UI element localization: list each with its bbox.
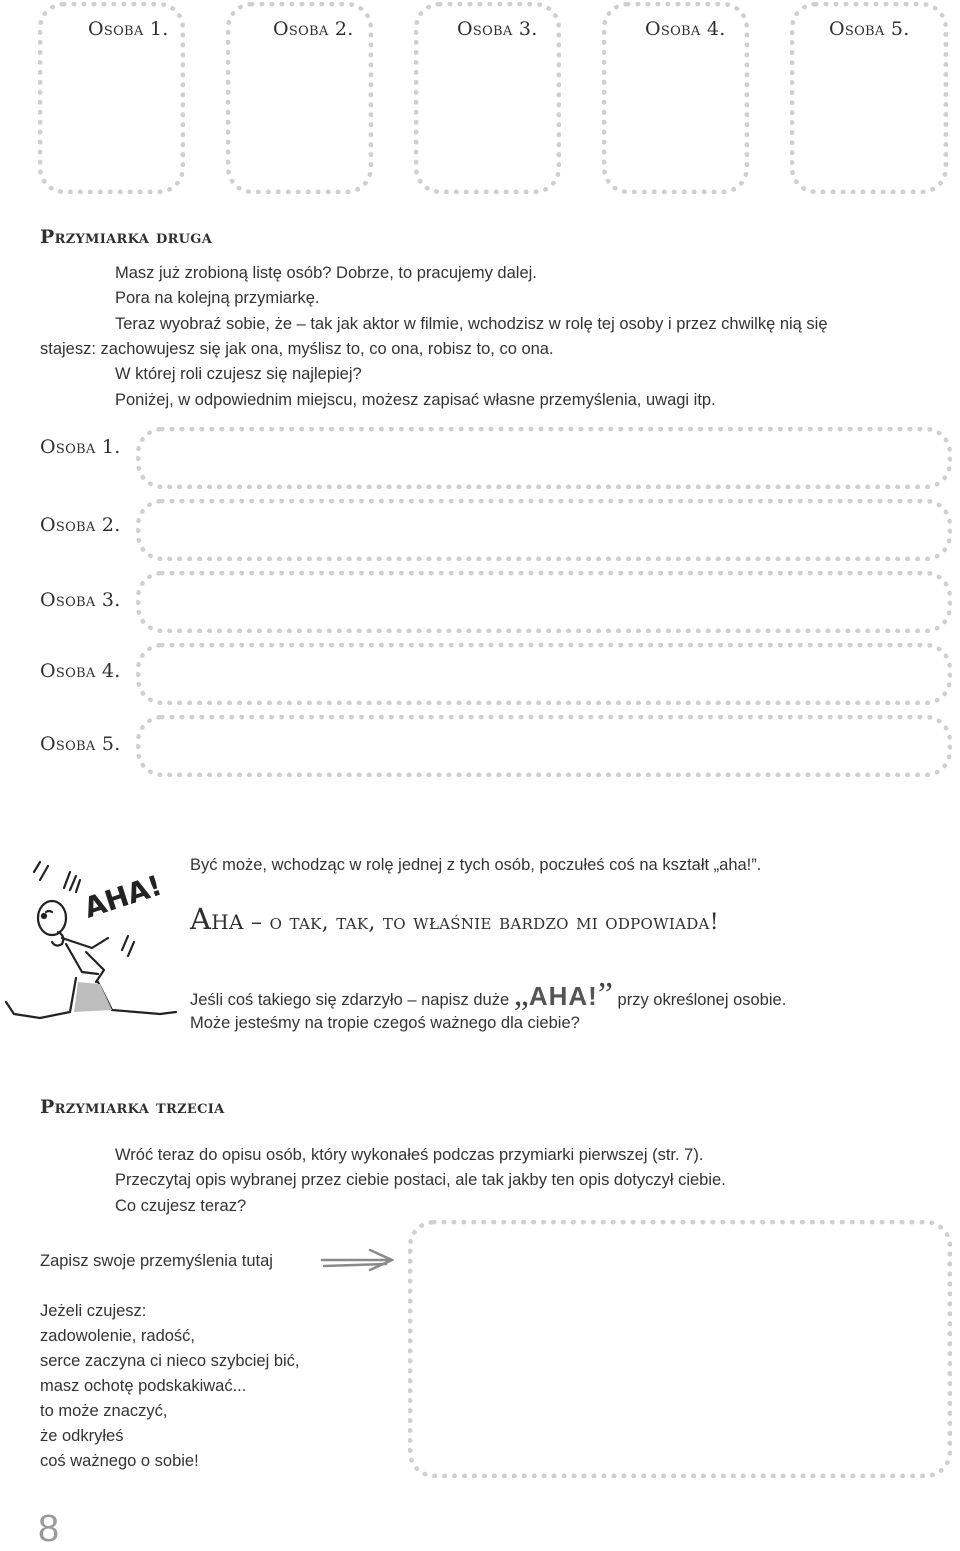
card-label-4: Osoba 4. bbox=[645, 18, 726, 40]
section3-line-3: Co czujesz teraz? bbox=[115, 1197, 247, 1215]
intro-line-4: stajesz: zachowujesz się jak ona, myślisz to, co ona, robisz to, co ona. bbox=[40, 340, 554, 358]
row-label-osoba-3: Osoba 3. bbox=[40, 589, 121, 611]
side-line-1: Jeżeli czujesz: bbox=[40, 1302, 147, 1320]
cartoon-aha-text: AHA! bbox=[79, 868, 166, 925]
aha-heading-rest: – o tak, tak, to właśnie bardzo mi odpowiada! bbox=[243, 910, 719, 935]
section3-line-2: Przeczytaj opis wybranej przez ciebie postaci, ale tak jakby ten opis dotyczył ciebie. bbox=[115, 1171, 726, 1189]
intro-line-6: Poniżej, w odpowiednim miejscu, możesz zapisać własne przemyślenia, uwagi itp. bbox=[115, 391, 716, 409]
answer-box-osoba-4[interactable] bbox=[136, 643, 952, 705]
aha-intro-line: Być może, wchodząc w rolę jednej z tych osób, poczułeś coś na kształt „aha!”. bbox=[190, 856, 762, 874]
answer-box-osoba-5[interactable] bbox=[136, 715, 952, 777]
page-number: 8 bbox=[38, 1508, 60, 1550]
intro-line-1: Masz już zrobioną listę osób? Dobrze, to pracujemy dalej. bbox=[115, 264, 537, 282]
side-line-7: coś ważnego o sobie! bbox=[40, 1452, 199, 1470]
side-line-5: to może znaczyć, bbox=[40, 1402, 168, 1420]
aha-question-line: Może jesteśmy na tropie czegoś ważnego dla ciebie? bbox=[190, 1014, 580, 1032]
card-label-1: Osoba 1. bbox=[88, 18, 169, 40]
card-label-5: Osoba 5. bbox=[829, 18, 910, 40]
aha-inline-word: AHA! bbox=[528, 981, 598, 1011]
intro-line-2: Pora na kolejną przymiarkę. bbox=[115, 289, 320, 307]
answer-box-osoba-2[interactable] bbox=[136, 499, 952, 561]
intro-line-5: W której roli czujesz się najlepiej? bbox=[115, 365, 362, 383]
card-label-3: Osoba 3. bbox=[457, 18, 538, 40]
intro-line-3: Teraz wyobraź sobie, że – tak jak aktor w filmie, wchodzisz w rolę tej osoby i przez chwilkę nią się bbox=[115, 315, 828, 333]
aha-instruction-line bbox=[190, 976, 787, 1013]
aha-close-quote: ” bbox=[597, 976, 613, 1013]
section-title-przymiarka-druga: Przymiarka druga bbox=[40, 226, 213, 248]
arrow-right-icon bbox=[320, 1248, 394, 1274]
reflection-box[interactable] bbox=[408, 1220, 952, 1478]
side-line-2: zadowolenie, radość, bbox=[40, 1327, 196, 1345]
section-title-przymiarka-trzecia: Przymiarka trzecia bbox=[40, 1096, 225, 1118]
side-line-6: że odkryłeś bbox=[40, 1427, 124, 1445]
side-line-3: serce zaczyna ci nieco szybciej bić, bbox=[40, 1352, 300, 1370]
aha-open-quote: „ bbox=[513, 976, 529, 1013]
row-label-osoba-1: Osoba 1. bbox=[40, 436, 121, 458]
aha-instruction-after: przy określonej osobie. bbox=[617, 991, 787, 1009]
card-label-2: Osoba 2. bbox=[273, 18, 354, 40]
row-label-osoba-5: Osoba 5. bbox=[40, 733, 121, 755]
aha-heading-word: Aha bbox=[190, 902, 244, 936]
answer-box-osoba-3[interactable] bbox=[136, 571, 952, 633]
row-label-osoba-2: Osoba 2. bbox=[40, 514, 121, 536]
section3-line-1: Wróć teraz do opisu osób, który wykonałeś podczas przymiarki pierwszej (str. 7). bbox=[115, 1146, 704, 1164]
aha-instruction-before: Jeśli coś takiego się zdarzyło – napisz duże bbox=[190, 991, 514, 1009]
note-label: Zapisz swoje przemyślenia tutaj bbox=[40, 1252, 273, 1270]
row-label-osoba-4: Osoba 4. bbox=[40, 660, 121, 682]
aha-cartoon-illustration bbox=[0, 852, 180, 1027]
aha-heading bbox=[190, 902, 719, 936]
answer-box-osoba-1[interactable] bbox=[136, 427, 952, 489]
side-line-4: masz ochotę podskakiwać... bbox=[40, 1377, 247, 1395]
